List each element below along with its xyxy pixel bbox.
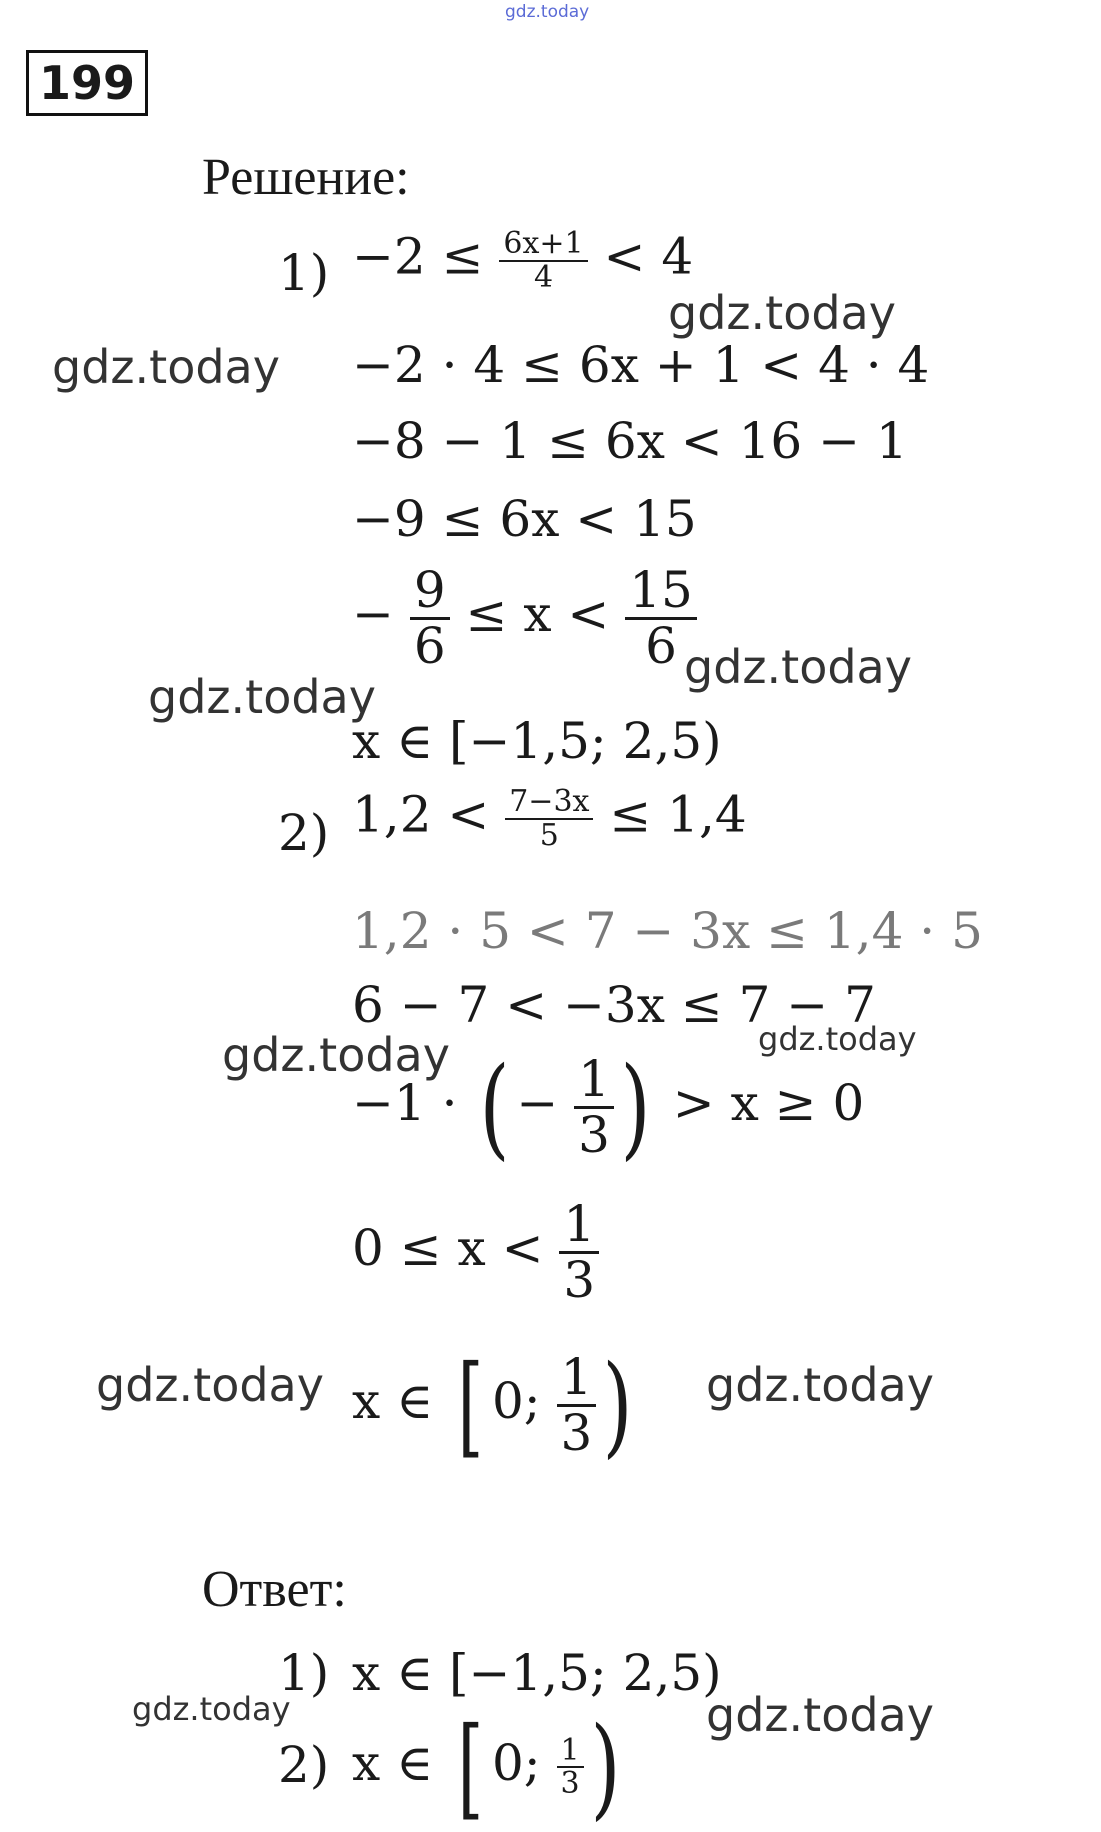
part2-line6-left: x ∈ [352,1372,434,1430]
fraction-one-third [557,1348,597,1462]
part2-line3: 6 − 7 < −3x ≤ 7 − 7 [352,976,876,1034]
fraction-denominator: 4 [533,259,554,295]
fraction-denominator: 3 [560,1403,593,1462]
part2-line1-fraction [505,786,593,851]
part2-line2: 1,2 · 5 < 7 − 3x ≤ 1,4 · 5 [352,902,983,960]
part1-line1-right: < 4 [603,227,694,286]
fraction-one-third [574,1050,614,1164]
fraction-numerator: 15 [625,564,697,620]
watermark: gdz.today [758,1020,917,1058]
watermark: gdz.today [222,1028,450,1082]
minus-sign: − [352,585,394,643]
right-paren: ) [590,1703,621,1831]
left-bracket: [ [457,1703,484,1831]
problem-number: 199 [26,50,148,116]
fraction-denominator: 3 [563,1250,596,1309]
fraction-one-third [557,1732,584,1801]
part1-line5-mid: ≤ x < [465,585,610,643]
part1-line1-fraction [499,228,587,293]
answer-item2-label: 2) [278,1736,330,1794]
part1-line2: −2 · 4 ≤ 6x + 1 < 4 · 4 [352,336,930,394]
solution-heading: Решение: [202,149,410,206]
part1-line3: −8 − 1 ≤ 6x < 16 − 1 [352,412,908,470]
interval-start: 0; [491,1372,541,1430]
left-bracket: [ [457,1341,484,1469]
watermark: gdz.today [52,340,280,394]
fraction-denominator: 3 [560,1766,580,1801]
watermark: gdz.today [684,640,912,694]
right-paren: ) [602,1341,633,1469]
fraction-numerator: 1 [559,1198,599,1254]
fraction-denominator: 6 [413,616,446,675]
answer-2-left: x ∈ [352,1734,434,1792]
part2-line4-left: −1 · [352,1074,458,1132]
fraction-numerator: 9 [410,564,450,620]
item1-label: 1) [278,244,330,302]
part2-line5-left: 0 ≤ x < [352,1219,544,1277]
part1-line1-left: −2 ≤ [352,227,484,286]
answer-2 [352,1703,627,1831]
answer-heading: Ответ: [202,1561,347,1618]
item2-label: 2) [278,804,330,862]
answer-1: x ∈ [−1,5; 2,5) [352,1644,722,1702]
fraction-denominator: 6 [645,616,677,675]
part1-line1 [352,228,693,293]
part2-line5 [352,1195,599,1309]
top-watermark: gdz.today [505,2,590,22]
part2-line1-right: ≤ 1,4 [609,785,747,844]
part1-line5 [352,561,697,675]
watermark: gdz.today [706,1358,934,1412]
watermark: gdz.today [706,1688,934,1742]
watermark: gdz.today [668,286,896,340]
fraction-denominator: 5 [539,817,559,853]
fraction-numerator: 1 [557,1735,584,1769]
minus-sign: − [516,1074,559,1132]
part2-line1-left: 1,2 < [352,785,490,844]
fraction-numerator: 1 [574,1053,614,1109]
fraction-numerator: 1 [557,1351,597,1407]
part1-line6: x ∈ [−1,5; 2,5) [352,712,722,770]
fraction-numerator: 7−3x [505,786,593,820]
fraction-numerator: 6x+1 [499,228,587,262]
watermark: gdz.today [132,1690,291,1728]
fraction-denominator: 3 [578,1105,610,1164]
part2-line6 [352,1341,639,1469]
watermark: gdz.today [148,670,376,724]
part2-line4-right: > x ≥ 0 [672,1074,865,1132]
part2-line1 [352,786,747,851]
fraction-nine-sixths [410,561,450,675]
fraction-one-third [559,1195,599,1309]
answer-item1-label: 1) [278,1644,330,1702]
left-paren: ( [479,1043,510,1171]
right-paren: ) [620,1043,651,1171]
part1-line4: −9 ≤ 6x < 15 [352,490,697,548]
watermark: gdz.today [96,1358,324,1412]
interval-start: 0; [491,1734,541,1792]
